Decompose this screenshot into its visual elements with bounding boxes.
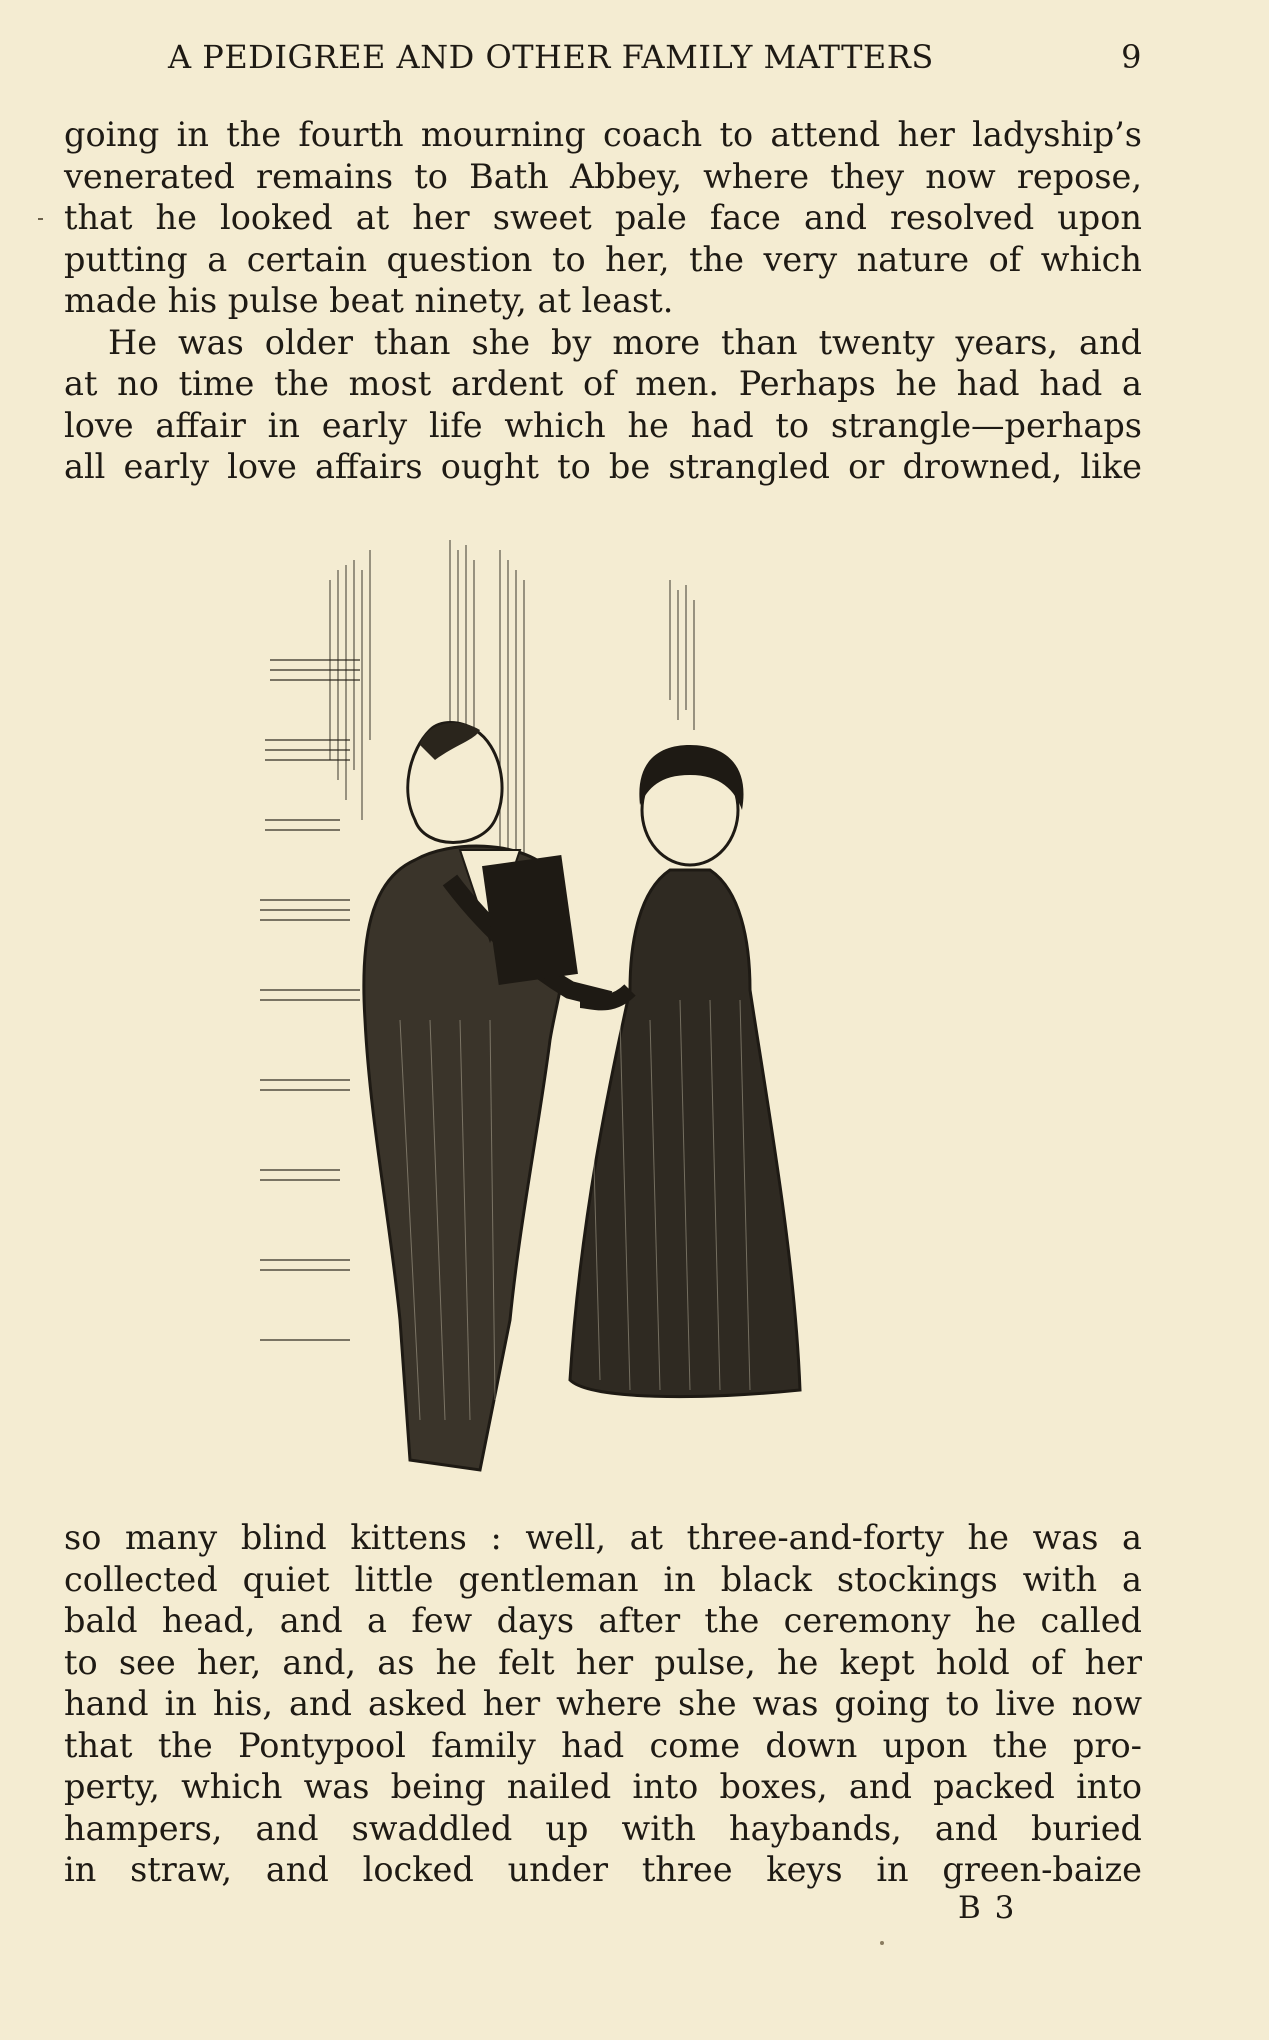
text-line: hand in his, and asked her where she was going to live now [64, 1684, 1142, 1723]
text-line: at no time the most ardent of men. Perhaps he had had a [64, 364, 1142, 403]
text-line: going in the fourth mourning coach to attend her ladyship’s [64, 115, 1142, 154]
margin-mark [38, 218, 43, 220]
text-line: venerated remains to Bath Abbey, where they now repose, [64, 156, 1142, 196]
text-line: made his pulse beat ninety, at least. [64, 281, 674, 320]
signature-mark: B 3 [958, 1890, 1017, 1926]
lady-figure [570, 745, 800, 1397]
text-line: so many blind kittens : well, at three-and-forty he was a [64, 1518, 1142, 1557]
page-speck [880, 1941, 884, 1945]
page-number: 9 [1121, 38, 1142, 76]
text-line: collected quiet little gentleman in black stockings with a [64, 1559, 1142, 1599]
text-line: love affair in early life which he had to strangle—perhaps [64, 405, 1142, 445]
running-header [64, 38, 1142, 82]
text-line: perty, which was being nailed into boxes, and packed into [64, 1767, 1142, 1806]
text-line: putting a certain question to her, the very nature of which [64, 239, 1142, 279]
text-line: hampers, and swaddled up with haybands, and buried [64, 1808, 1142, 1848]
paragraph-bottom [64, 1517, 1142, 1891]
text-line: that he looked at her sweet pale face and resolved upon [64, 198, 1142, 237]
text-line: bald head, and a few days after the ceremony he called [64, 1601, 1142, 1640]
text-line: that the Pontypool family had come down upon the pro- [64, 1725, 1142, 1765]
text-line: He was older than she by more than twenty years, and [108, 322, 1142, 362]
text-line: to see her, and, as he felt her pulse, he kept hold of her [64, 1642, 1142, 1682]
running-title: A PEDIGREE AND OTHER FAMILY MATTERS [168, 38, 934, 76]
engraving-illustration [250, 520, 970, 1480]
text-line: in straw, and locked under three keys in green-baize [64, 1850, 1142, 1889]
paragraph-top [64, 114, 1142, 488]
text-line: all early love affairs ought to be strangled or drowned, like [64, 447, 1142, 486]
